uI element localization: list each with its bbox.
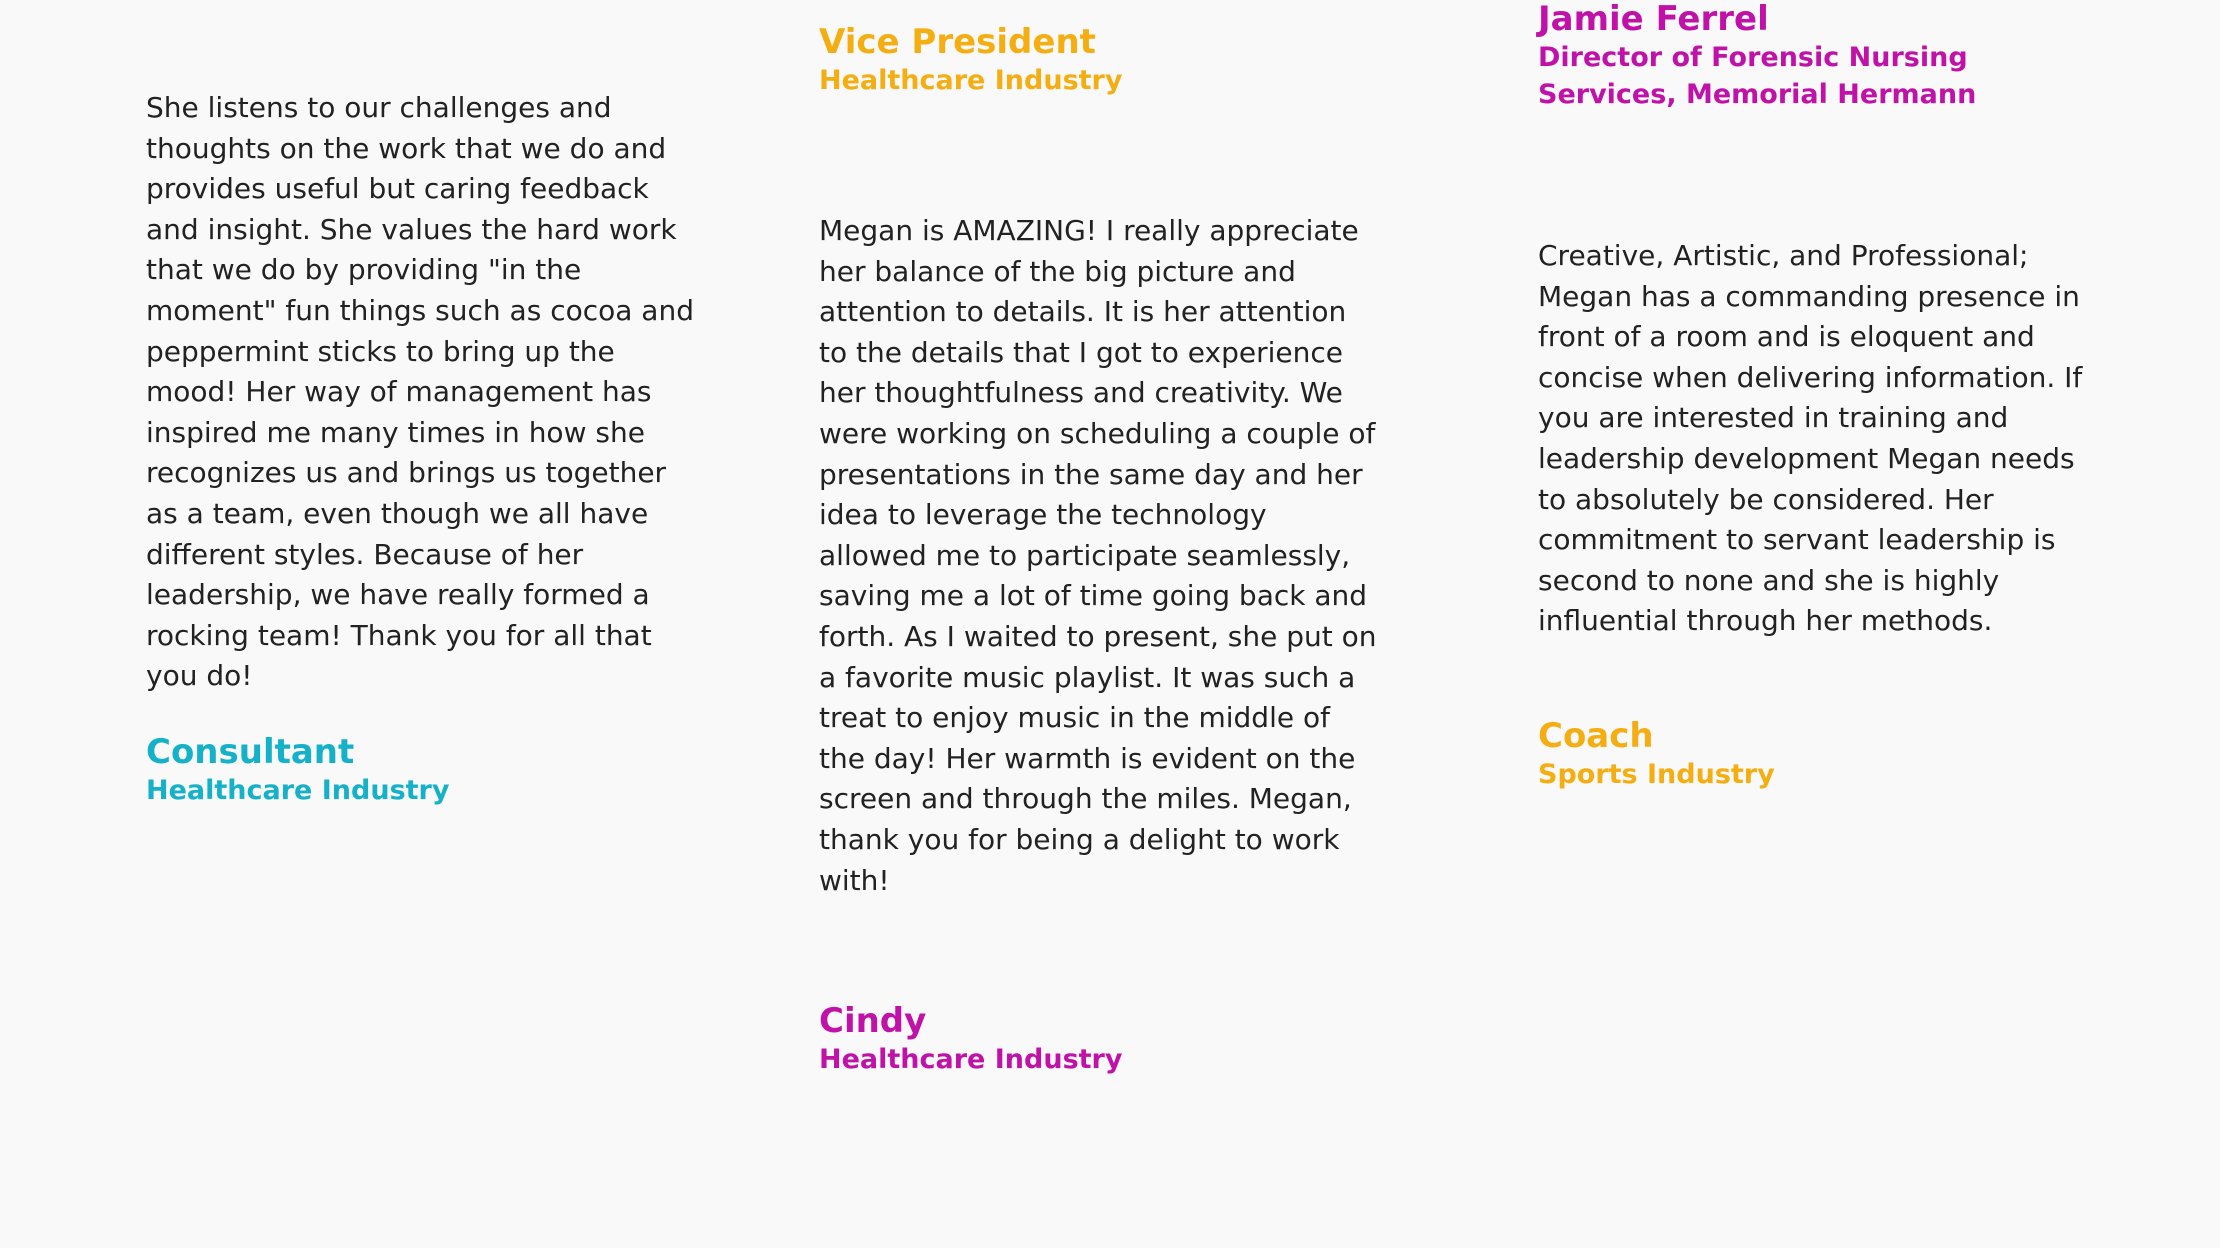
testimonial-author-role: Healthcare Industry	[819, 65, 1123, 96]
testimonial-author-name: Jamie Ferrel	[1538, 0, 1769, 39]
testimonial-attribution-vice-president	[819, 22, 1379, 99]
testimonial-attribution-jamie-ferrel	[1538, 0, 2098, 113]
testimonial-card-consultant	[146, 88, 706, 697]
testimonial-quote: Creative, Artistic, and Professional; Megan has a commanding presence in front of a room and is eloquent and concise when delivering information. If you are interested in training and leadership development Megan needs to absolutely be considered. Her commitment to servant leadership is second to none and she is highly influential through her methods.	[1538, 239, 2083, 638]
testimonial-card-coach	[1538, 236, 2098, 642]
testimonial-author-name: Vice President	[819, 22, 1096, 62]
testimonial-author-role: Healthcare Industry	[146, 775, 450, 806]
testimonial-author-name: Coach	[1538, 716, 1654, 756]
testimonial-author-role: Director of Forensic Nursing Services, Memorial Hermann	[1538, 42, 1977, 110]
testimonial-attribution-coach	[1538, 716, 2098, 793]
testimonial-author-role: Sports Industry	[1538, 759, 1775, 790]
testimonial-attribution-consultant	[146, 732, 706, 809]
testimonial-author-name: Consultant	[146, 732, 355, 772]
testimonial-quote: Megan is AMAZING! I really appreciate her balance of the big picture and attention to details. It is her attention to the details that I got to experience her thoughtfulness and creativity. We were working on scheduling a couple of presentations in the same day and her idea to leverage the technology allowed me to participate seamlessly, saving me a lot of time going back and forth. As I waited to present, she put on a favorite music playlist. It was such a treat to enjoy music in the middle of the day! Her warmth is evident on the screen and through the miles. Megan, thank you for being a delight to work with!	[819, 214, 1377, 897]
testimonial-author-role: Healthcare Industry	[819, 1044, 1123, 1075]
testimonial-attribution-cindy	[819, 1001, 1379, 1078]
testimonial-quote: She listens to our challenges and thoughts on the work that we do and provides useful but caring feedback and insight. She values the hard work that we do by providing "in the moment" fun things such as cocoa and peppermint sticks to bring up the mood! Her way of management has inspired me many times in how she recognizes us and brings us together as a team, even though we all have different styles. Because of her leadership, we have really formed a rocking team! Thank you for all that you do!	[146, 91, 694, 693]
testimonial-card-cindy	[819, 211, 1379, 901]
testimonial-author-name: Cindy	[819, 1001, 927, 1041]
